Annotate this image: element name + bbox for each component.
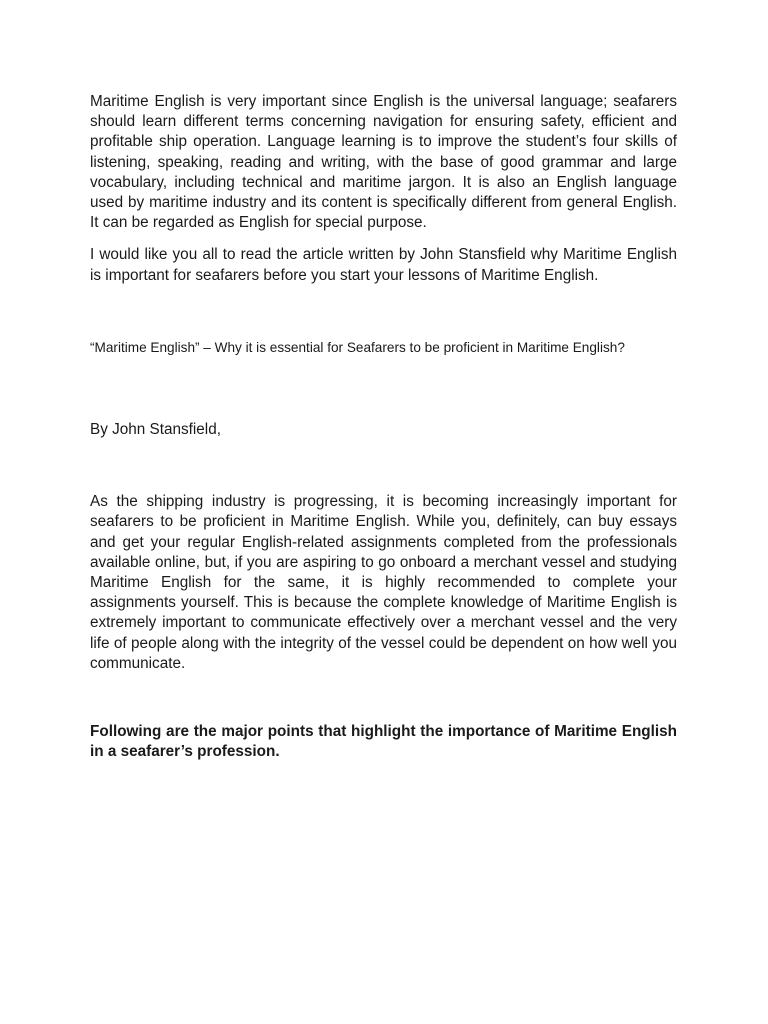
intro-paragraph: Maritime English is very important since English is the universal language; seafarers should learn different terms concerning navigation for ensuring safety, efficient and profitable ship operation. Language learning is to improve the student’s four skills of listening, speaking, reading and writing, with the base of good grammar and large vocabulary, including technical and maritime jargon. It is also an English language used by maritime industry and its content is specifically different from general English. It can be regarded as English for special purpose.	[90, 93, 677, 232]
byline: By John Stansfield,	[90, 421, 221, 439]
article-title: “Maritime English” – Why it is essential for Seafarers to be proficient in Maritime English?	[90, 339, 625, 355]
body-paragraph: As the shipping industry is progressing, it is becoming increasingly important for seafarers to be proficient in Maritime English. While you, definitely, can buy essays and get your regular English-related assignments completed from the professionals available online, but, if you are aspiring to go onboard a merchant vessel and studying Maritime English for the same, it is highly recommended to complete your assignments yourself. This is because the complete knowledge of Maritime English is extremely important to communicate effectively over a merchant vessel and the very life of people along with the integrity of the vessel could be dependent on how well you communicate.	[90, 493, 677, 672]
invitation-paragraph: I would like you all to read the article written by John Stansfield why Maritime English is important for seafarers before you start your lessons of Maritime English.	[90, 246, 677, 284]
document-page	[90, 92, 677, 762]
section-heading: Following are the major points that highlight the importance of Maritime English in a seafarer’s profession.	[90, 723, 677, 761]
